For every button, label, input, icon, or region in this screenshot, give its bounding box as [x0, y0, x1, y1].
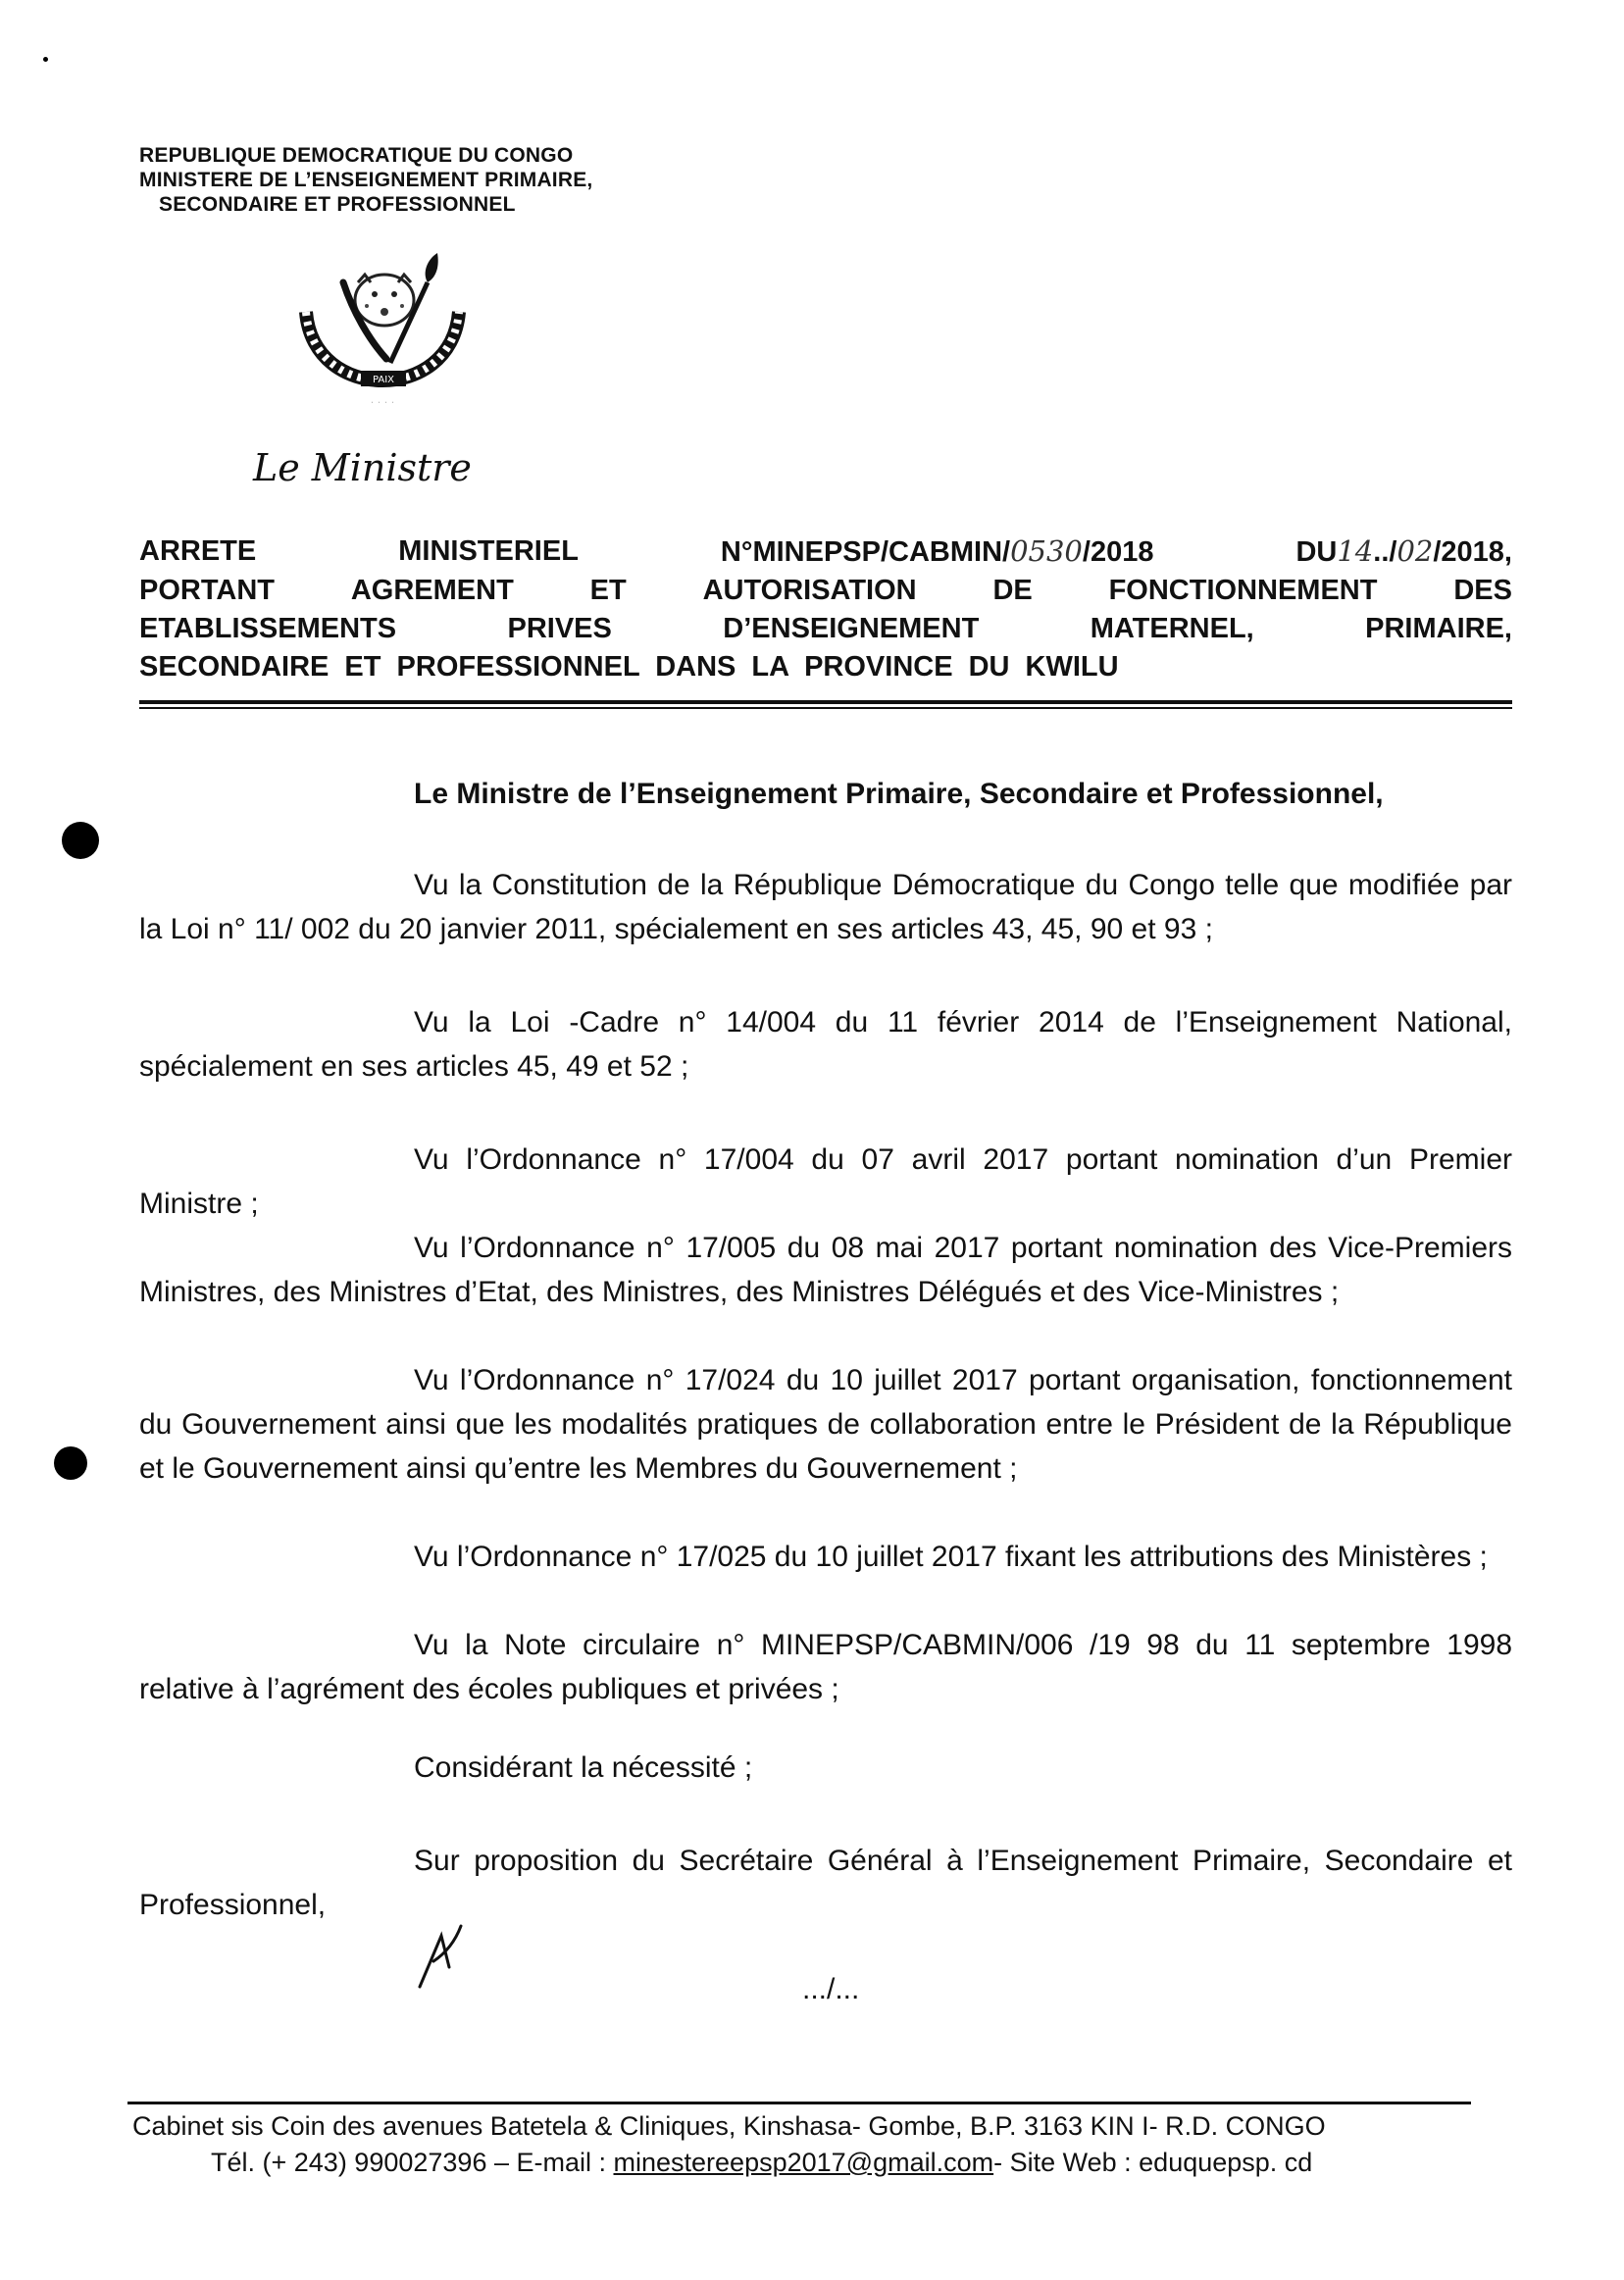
title-word: D’ENSEIGNEMENT [723, 613, 980, 644]
handwritten-date-day: 14 [1337, 534, 1374, 568]
paragraph-text: Vu l’Ordonnance n° 17/025 du 10 juillet 2017 fixant les attributions des Ministères ; [414, 1541, 1488, 1573]
title-word: FONCTIONNEMENT [1108, 575, 1378, 606]
handwritten-date-month: 02 [1396, 534, 1434, 568]
title-word: DE [992, 575, 1033, 606]
binder-hole-mark [54, 1446, 87, 1480]
svg-text:PAIX: PAIX [372, 375, 395, 385]
title-word: PORTANT [139, 575, 276, 606]
title-row-3 [139, 610, 1512, 648]
sur-proposition [139, 1839, 1512, 1927]
title-word: AGREMENT [350, 575, 514, 606]
footer-website: - Site Web : eduquepsp. cd [993, 2148, 1313, 2177]
footer [132, 2108, 1407, 2181]
letterhead-country: REPUBLIQUE DEMOCRATIQUE DU CONGO [139, 144, 574, 167]
paragraph-text: Vu l’Ordonnance n° 17/004 du 07 avril 2017 portant nomination d’un Premier Ministre ; [139, 1143, 1512, 1220]
signatory-heading: Le Ministre [253, 446, 472, 489]
title-word: ARRETE [139, 535, 257, 567]
letterhead [139, 143, 592, 217]
footer-divider [127, 2102, 1471, 2104]
coat-of-arms-icon [284, 253, 481, 410]
title-row-1 [139, 532, 1512, 572]
title-word: MATERNEL, [1090, 613, 1254, 644]
considerant [139, 1746, 1512, 1790]
footer-contact [132, 2145, 1407, 2181]
visa-loi-cadre [139, 1000, 1512, 1089]
title-word: MINISTERIEL [398, 535, 579, 567]
decree-reference [721, 532, 1154, 572]
paragraph-text: Vu la Loi -Cadre n° 14/004 du 11 février 2014 de l’Enseignement National, spécialement en ses articles 45, 49 et 52 ; [139, 1006, 1512, 1083]
letterhead-ministry: MINISTERE DE L’ENSEIGNEMENT PRIMAIRE, [139, 169, 593, 191]
reference-year: /2018 [1082, 536, 1154, 568]
title-word: PRIMAIRE, [1365, 613, 1512, 644]
binder-hole-mark [62, 822, 99, 859]
title-word: AUTORISATION [702, 575, 917, 606]
visa-ordonnance-025 [139, 1535, 1512, 1579]
coat-of-arms-emblem [284, 253, 481, 410]
paragraph-text: Vu la Note circulaire n° MINEPSP/CABMIN/006 /19 98 du 11 septembre 1998 relative à l’agrément des écoles publiques et privées ; [139, 1629, 1512, 1705]
title-word: DES [1453, 575, 1512, 606]
date-prefix: DU [1295, 536, 1338, 568]
visa-ordonnance-005 [139, 1226, 1512, 1314]
title-divider [139, 700, 1512, 704]
title-word: ETABLISSEMENTS [139, 613, 397, 644]
decree-date: DU14../02/2018, [1295, 534, 1512, 568]
visa-ordonnance-004 [139, 1138, 1512, 1226]
minister-heading: Le Ministre de l’Enseignement Primaire, Secondaire et Professionnel, [414, 778, 1384, 810]
paragraph-text: Considérant la nécessité ; [414, 1751, 753, 1784]
letterhead-ministry-cont: SECONDAIRE ET PROFESSIONNEL [159, 193, 516, 216]
paragraph-text: Vu l’Ordonnance n° 17/005 du 08 mai 2017 portant nomination des Vice-Premiers Ministres, des Ministres d’Etat, des Ministres, des Ministres Délégués et des Vice-Ministres ; [139, 1232, 1512, 1308]
reference-prefix: N°MINEPSP/CABMIN/ [720, 536, 1011, 568]
paragraph-text: Sur proposition du Secrétaire Général à l’Enseignement Primaire, Secondaire et Professionnel, [139, 1845, 1512, 1921]
page-continuation: .../... [802, 1973, 860, 2005]
decree-title [139, 532, 1512, 686]
footer-email-link[interactable]: minestereepsp2017@gmail.com [613, 2148, 994, 2177]
footer-tel: Tél. (+ 243) 990027396 – E-mail : [211, 2148, 606, 2177]
paragraph-text: Vu la Constitution de la République Démocratique du Congo telle que modifiée par la Loi n° 11/ 002 du 20 janvier 2011, spécialement en ses articles 43, 45, 90 et 93 ; [139, 869, 1512, 945]
visa-note-circulaire [139, 1623, 1512, 1711]
svg-text:· · · ·: · · · · [370, 396, 395, 409]
paragraph-text: Vu l’Ordonnance n° 17/024 du 10 juillet 2017 portant organisation, fonctionnement du Gouvernement ainsi que les modalités pratiques de collaboration entre le Président de la République et le Gouvernement ainsi qu’entre les Membres du Gouvernement ; [139, 1364, 1512, 1485]
title-word: PRIVES [507, 613, 612, 644]
handwritten-reference-number: 0530 [1010, 534, 1083, 568]
handwritten-initials [412, 1922, 471, 1991]
visa-constitution [139, 863, 1512, 951]
speck-mark [43, 57, 48, 62]
date-year: /2018, [1433, 536, 1512, 568]
initials-mark-icon [412, 1922, 471, 1991]
title-word: ET [589, 575, 627, 606]
visa-ordonnance-024 [139, 1358, 1512, 1491]
title-row-4: SECONDAIRE ET PROFESSIONNEL DANS LA PROVINCE DU KWILU [139, 651, 1119, 683]
title-row-2 [139, 572, 1512, 610]
title-divider-thin [139, 707, 1512, 709]
footer-address: Cabinet sis Coin des avenues Batetela & Cliniques, Kinshasa- Gombe, B.P. 3163 KIN I- R.D. CONGO [132, 2111, 1326, 2141]
